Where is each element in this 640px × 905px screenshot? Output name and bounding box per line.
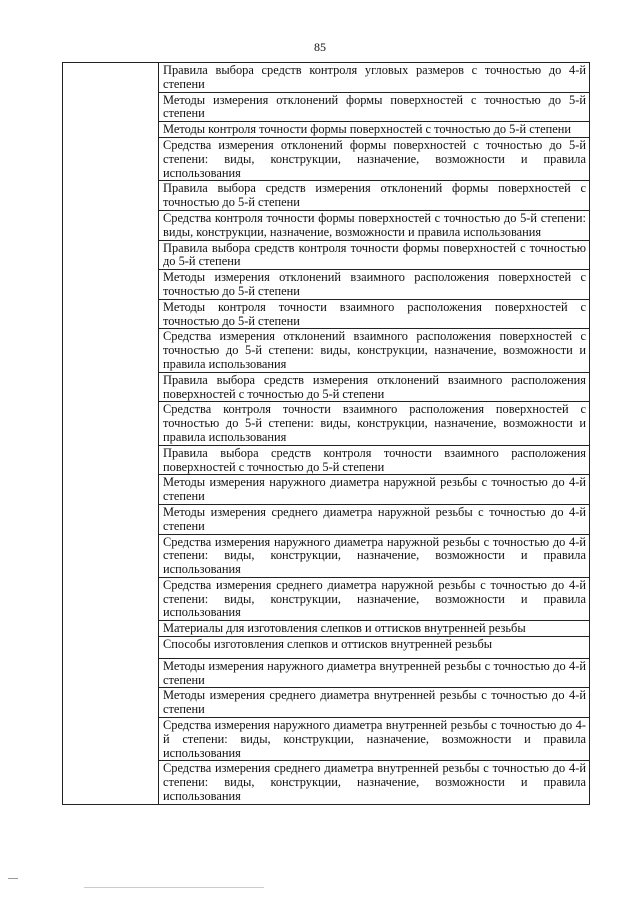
cell-text: Методы измерения отклонений формы поверхностей с точностью до 5-й степени bbox=[163, 92, 586, 121]
cell-text: Средства измерения среднего диаметра наружной резьбы с точностью до 4-й степени: виды, конструкции, назначение, возможности и правила использования bbox=[163, 577, 586, 620]
table-cell bbox=[159, 402, 590, 445]
table-cell bbox=[159, 299, 590, 329]
cell-text: Способы изготовления слепков и оттисков внутренней резьбы bbox=[163, 637, 493, 652]
cell-text: Средства измерения наружного диаметра внутренней резьбы с точностью до 4-й степени: виды, конструкции, назначение, возможности и правила использования bbox=[163, 718, 586, 760]
cell-text: Правила выбора средств измерения отклонений взаимного расположения поверхностей с точностью до 5-й степени bbox=[163, 372, 586, 401]
cell-text: Материалы для изготовления слепков и оттисков внутренней резьбы bbox=[163, 621, 526, 636]
table-cell bbox=[159, 122, 590, 138]
cell-text: Методы измерения отклонений взаимного расположения поверхностей с точностью до 5-й степени bbox=[163, 270, 586, 298]
table-cell bbox=[159, 240, 590, 270]
scan-mark bbox=[8, 878, 18, 879]
table-cell bbox=[159, 329, 590, 372]
table-cell bbox=[159, 761, 590, 804]
cell-text: Правила выбора средств контроля точности формы поверхностей с точностью до 5-й степени bbox=[163, 240, 586, 269]
cell-text: Средства измерения среднего диаметра внутренней резьбы с точностью до 4-й степени: виды, конструкции, назначение, возможности и правила использования bbox=[163, 761, 586, 804]
cell-text: Правила выбора средств контроля точности взаимного расположения поверхностей с точностью до 5-й степени bbox=[163, 445, 586, 474]
cell-text: Методы контроля точности формы поверхностей с точностью до 5-й степени bbox=[163, 122, 572, 137]
table-cell bbox=[159, 658, 590, 688]
table-cell bbox=[159, 621, 590, 637]
cell-text: Средства измерения наружного диаметра наружной резьбы с точностью до 4-й степени: виды, конструкции, назначение, возможности и правила использования bbox=[163, 534, 586, 577]
left-empty-cell bbox=[63, 63, 159, 805]
table-cell bbox=[159, 372, 590, 402]
cell-text: Средства контроля точности формы поверхностей с точностью до 5-й степени: виды, конструкции, назначение, возможности и правила использования bbox=[163, 210, 586, 239]
table-cell bbox=[159, 181, 590, 211]
table-cell bbox=[159, 270, 590, 300]
table-cell bbox=[159, 534, 590, 577]
table-cell bbox=[159, 504, 590, 534]
table-cell bbox=[159, 92, 590, 122]
requirements-table bbox=[62, 62, 590, 805]
cell-text: Методы контроля точности взаимного расположения поверхностей с точностью до 5-й степени bbox=[163, 299, 586, 328]
cell-text: Средства контроля точности взаимного расположения поверхностей с точностью до 5-й степени: виды, конструкции, назначение, возможности и правила использования bbox=[163, 402, 586, 444]
table-cell bbox=[159, 63, 590, 93]
cell-text: Правила выбора средств измерения отклонений формы поверхностей с точностью до 5-й степени bbox=[163, 181, 586, 210]
cell-text: Методы измерения среднего диаметра наружной резьбы с точностью до 4-й степени bbox=[163, 504, 586, 533]
table-cell bbox=[159, 688, 590, 718]
table-cell bbox=[159, 475, 590, 505]
table-row bbox=[63, 63, 590, 93]
page-number: 85 bbox=[314, 40, 326, 54]
table-cell bbox=[159, 718, 590, 761]
cell-text: Средства измерения отклонений формы поверхностей с точностью до 5-й степени: виды, конструкции, назначение, возможности и правила использования bbox=[163, 137, 586, 180]
cell-text: Правила выбора средств контроля угловых размеров с точностью до 4-й степени bbox=[163, 63, 586, 91]
table-cell bbox=[159, 577, 590, 620]
cell-spacer bbox=[159, 652, 589, 658]
cell-text: Методы измерения наружного диаметра внутренней резьбы с точностью до 4-й степени bbox=[163, 658, 586, 687]
scan-line bbox=[84, 887, 264, 888]
table-cell bbox=[159, 137, 590, 180]
table-cell bbox=[159, 445, 590, 475]
cell-text: Методы измерения наружного диаметра наружной резьбы с точностью до 4-й степени bbox=[163, 475, 586, 504]
table-cell bbox=[159, 210, 590, 240]
table-cell bbox=[159, 637, 590, 659]
cell-text: Средства измерения отклонений взаимного расположения поверхностей с точностью до 5-й степени: виды, конструкции, назначение, возможности и правила использования bbox=[163, 329, 586, 371]
cell-text: Методы измерения среднего диаметра внутренней резьбы с точностью до 4-й степени bbox=[163, 688, 586, 717]
